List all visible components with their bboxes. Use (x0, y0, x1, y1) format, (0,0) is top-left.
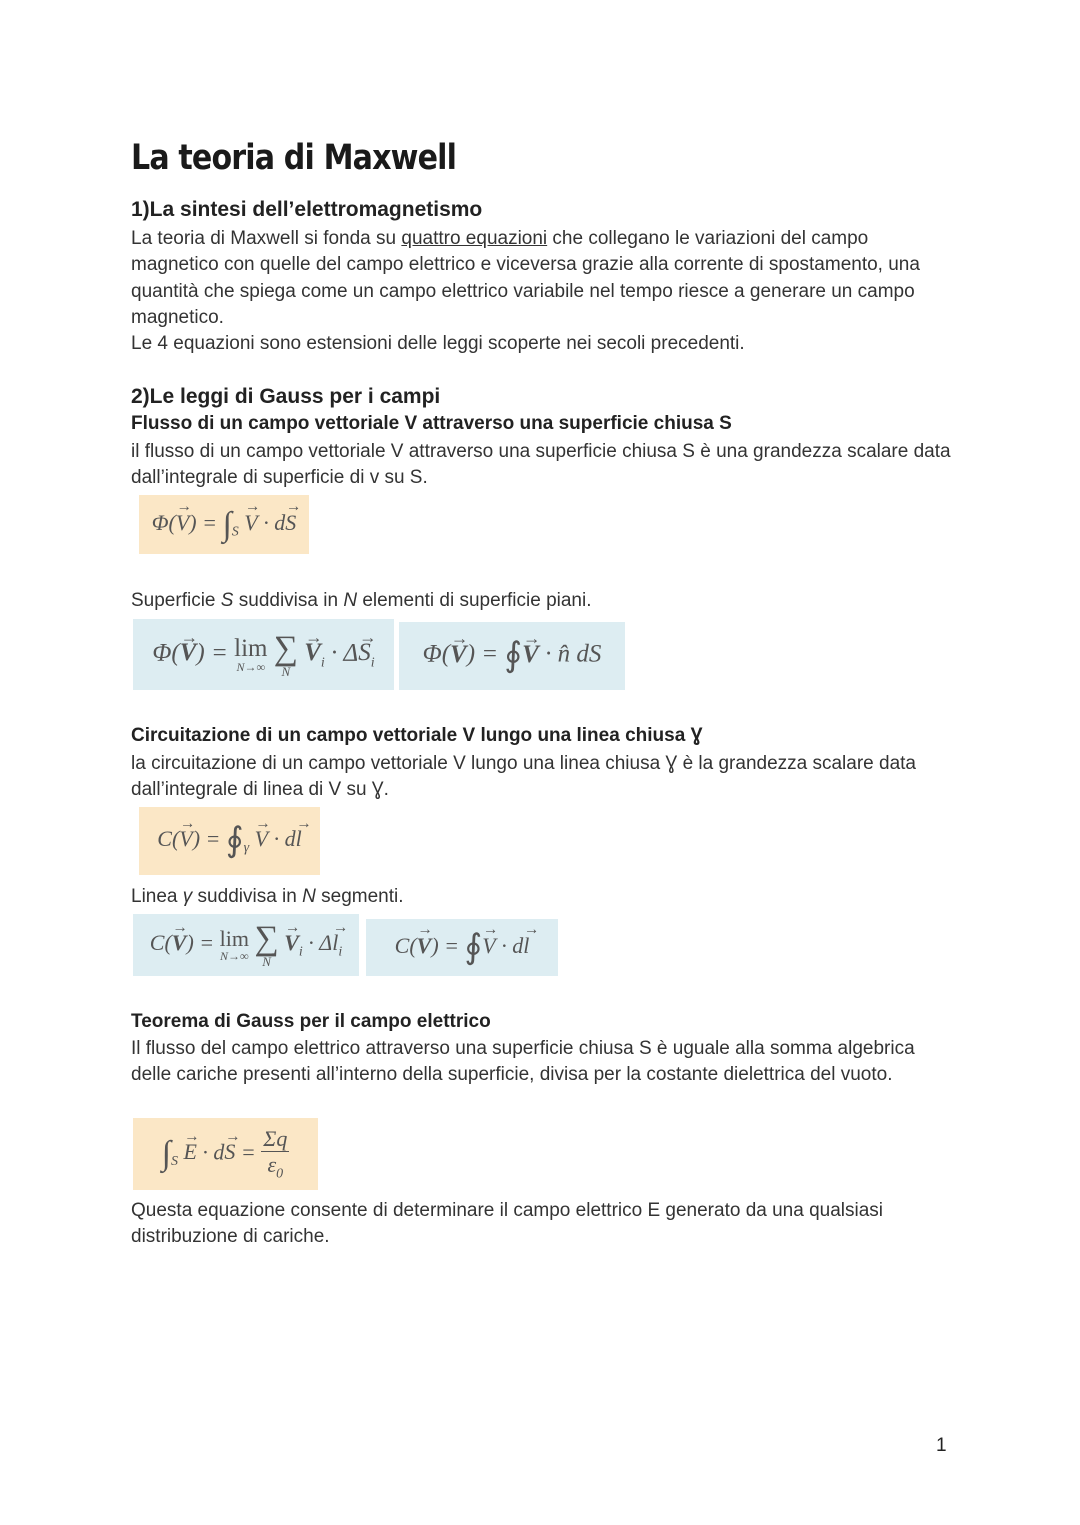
synthesis-paragraph (131, 226, 931, 331)
section-heading-gauss-laws: 2)Le leggi di Gauss per i campi (131, 385, 441, 408)
circulation-definition-text: la circuitazione di un campo vettoriale V lungo una linea chiusa Ɣ è la grandezza scalare data dall’integrale di linea di V su Ɣ. (131, 753, 916, 801)
circulation-subheading: Circuitazione di un campo vettoriale V lungo una linea chiusa Ɣ (131, 725, 703, 746)
synthesis-text-end: che collegano le variazioni del campo magnetico con quelle del campo elettrico e viceversa grazie alla corrente di spostamento, una quantità che spiega come un campo elettrico variabile nel tempo riesce a generare un campo magnetico. (131, 228, 920, 328)
flux-integral-formula: $\Phi(\to V) = \int_S \to V \cdot d\to S$ (139, 495, 309, 554)
gauss-theorem-formula: $\int_S \to E \cdot d\to S$ = $\frac{\Sigma q}{\varepsilon_0}$ (133, 1118, 318, 1190)
gauss-theorem-note: Questa equazione consente di determinare il campo elettrico E generato da una qualsiasi distribuzione di cariche. (131, 1200, 884, 1248)
equations-extension-text: Le 4 equazioni sono estensioni delle leggi scoperte nei secoli precedenti. (131, 333, 745, 354)
circulation-limit-sum-formula: C(→ V) = lim N→∞ ∑ N → $V_i \cdot \Delta\to l_i$ (133, 914, 359, 976)
flux-definition-text: il flusso di un campo vettoriale V attraverso una superficie chiusa S è una grandezza scalare data dall’integrale di superficie di v su S. (131, 441, 951, 489)
page-title: La teoria di Maxwell (131, 138, 457, 178)
four-equations-link[interactable]: quattro equazioni (401, 228, 548, 249)
surface-split-text: Superficie S suddivisa in N elementi di superficie piani. (131, 590, 592, 611)
flux-subheading: Flusso di un campo vettoriale V attraverso una superficie chiusa S (131, 413, 732, 434)
gauss-theorem-text: Il flusso del campo elettrico attraverso una superficie chiusa S è uguale alla somma algebrica delle cariche presenti all’interno della superficie, divisa per la costante dielettrica del vuoto. (131, 1038, 915, 1086)
line-split-text: Linea γ suddivisa in N segmenti. (131, 886, 404, 907)
flux-closed-integral-formula: Φ(→ V) = ∮→ V · n̂ dS (399, 622, 625, 690)
circulation-integral-formula: $C(\to V) = ∮_\gamma \to V \cdot d\to l$ (139, 807, 320, 875)
page-number: 1 (936, 1435, 947, 1456)
circulation-closed-integral-formula: C(→ V) = ∮→ V · d→ l (366, 919, 558, 976)
synthesis-text-start: La teoria di Maxwell si fonda su (131, 228, 402, 249)
section-heading-synthesis: 1)La sintesi dell’elettromagnetismo (131, 198, 483, 221)
gauss-theorem-subheading: Teorema di Gauss per il campo elettrico (131, 1011, 491, 1032)
flux-limit-sum-formula: Φ(→ V) = lim N→∞ ∑ N → $V_i \cdot \Delta\to S_i$ (133, 619, 394, 690)
